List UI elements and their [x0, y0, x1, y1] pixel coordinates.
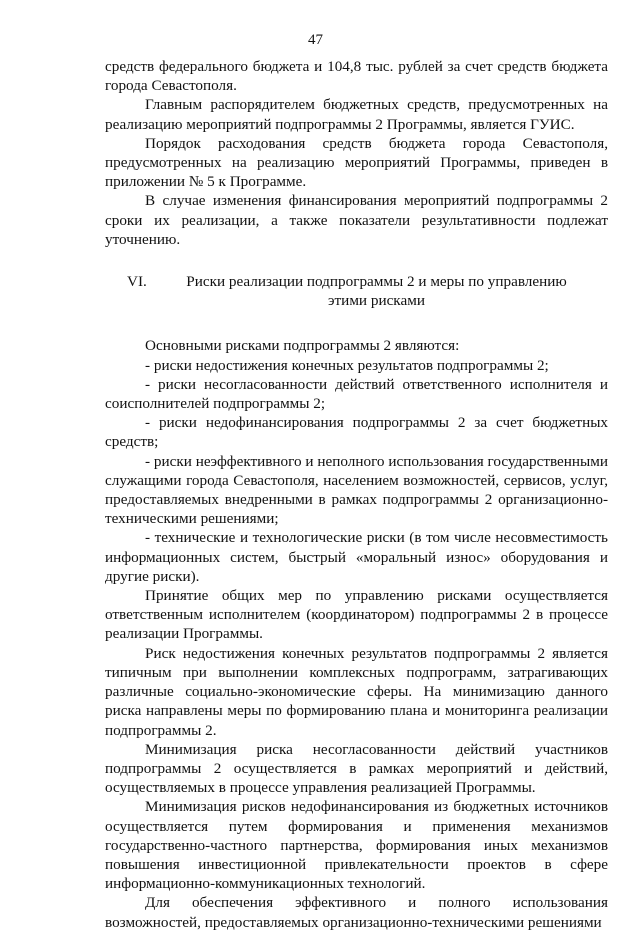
paragraph: В случае изменения финансирования мероприятий подпрограммы 2 сроки их реализации, а также показатели результативности подлежат уточнению. — [105, 192, 608, 248]
paragraph: Минимизация рисков недофинансирования из бюджетных источников осуществляется путем формирования и применения механизмов государственно-частного партнерства, формирования иных механизмов повышения инвестиционной привлекательности проектов в сфере информационно-коммуникационных технологий. — [105, 798, 608, 893]
risks-intro: Основными рисками подпрограммы 2 являются: — [145, 337, 460, 355]
risk-list-item: - технические и технологические риски (в том числе несовместимость информационных систем, быстрый «моральный износ» оборудования и другие риски). — [105, 529, 608, 585]
paragraph: Главным распорядителем бюджетных средств, предусмотренных на реализацию мероприятий подпрограммы 2 Программы, является ГУИС. — [105, 96, 608, 133]
risk-list-item: - риски недофинансирования подпрограммы 2 за счет бюджетных средств; — [105, 414, 608, 451]
risk-list-item: - риски недостижения конечных результатов подпрограммы 2; — [145, 356, 549, 374]
risk-list-item: - риски несогласованности действий ответственного исполнителя и соисполнителей подпрограммы 2; — [105, 375, 608, 413]
section-title: Риски реализации подпрограммы 2 и меры по управлению этими рисками — [186, 273, 567, 310]
paragraph: Для обеспечения эффективного и полного использования возможностей, предоставляемых организационно-техническими решениями — [105, 894, 608, 931]
paragraph: средств федерального бюджета и 104,8 тыс. рублей за счет средств бюджета города Севастополя. — [105, 58, 608, 95]
page-number: 47 — [308, 32, 323, 48]
paragraph: Минимизация риска несогласованности действий участников подпрограммы 2 осуществляется в рамках мероприятий и действий, осуществляемых в процессе управления реализацией Программы. — [105, 740, 608, 797]
section-heading — [105, 272, 608, 310]
paragraph: Принятие общих мер по управлению рисками осуществляется ответственным исполнителем (координатором) подпрограммы 2 в процессе реализации Программы. — [105, 587, 608, 643]
risk-list-item: - риски неэффективного и неполного использования государственными служащими города Севастополя, населением возможностей, сервисов, услуг, предоставляемых внедренными в рамках подпрограммы 2 организационно-техническими решениями; — [105, 452, 608, 528]
document-body — [105, 57, 608, 932]
paragraph: Порядок расходования средств бюджета города Севастополя, предусмотренных на реализацию мероприятий Программы, приведен в приложении № 5 к Программе. — [105, 134, 608, 191]
paragraph: Риск недостижения конечных результатов подпрограммы 2 является типичным при выполнении комплексных подпрограмм, затрагивающих различные социально-экономические сферы. На минимизацию данного риска направлены меры по формированию плана и мониторинга реализации подпрограммы 2. — [105, 644, 608, 739]
section-number: VI. — [127, 273, 147, 291]
